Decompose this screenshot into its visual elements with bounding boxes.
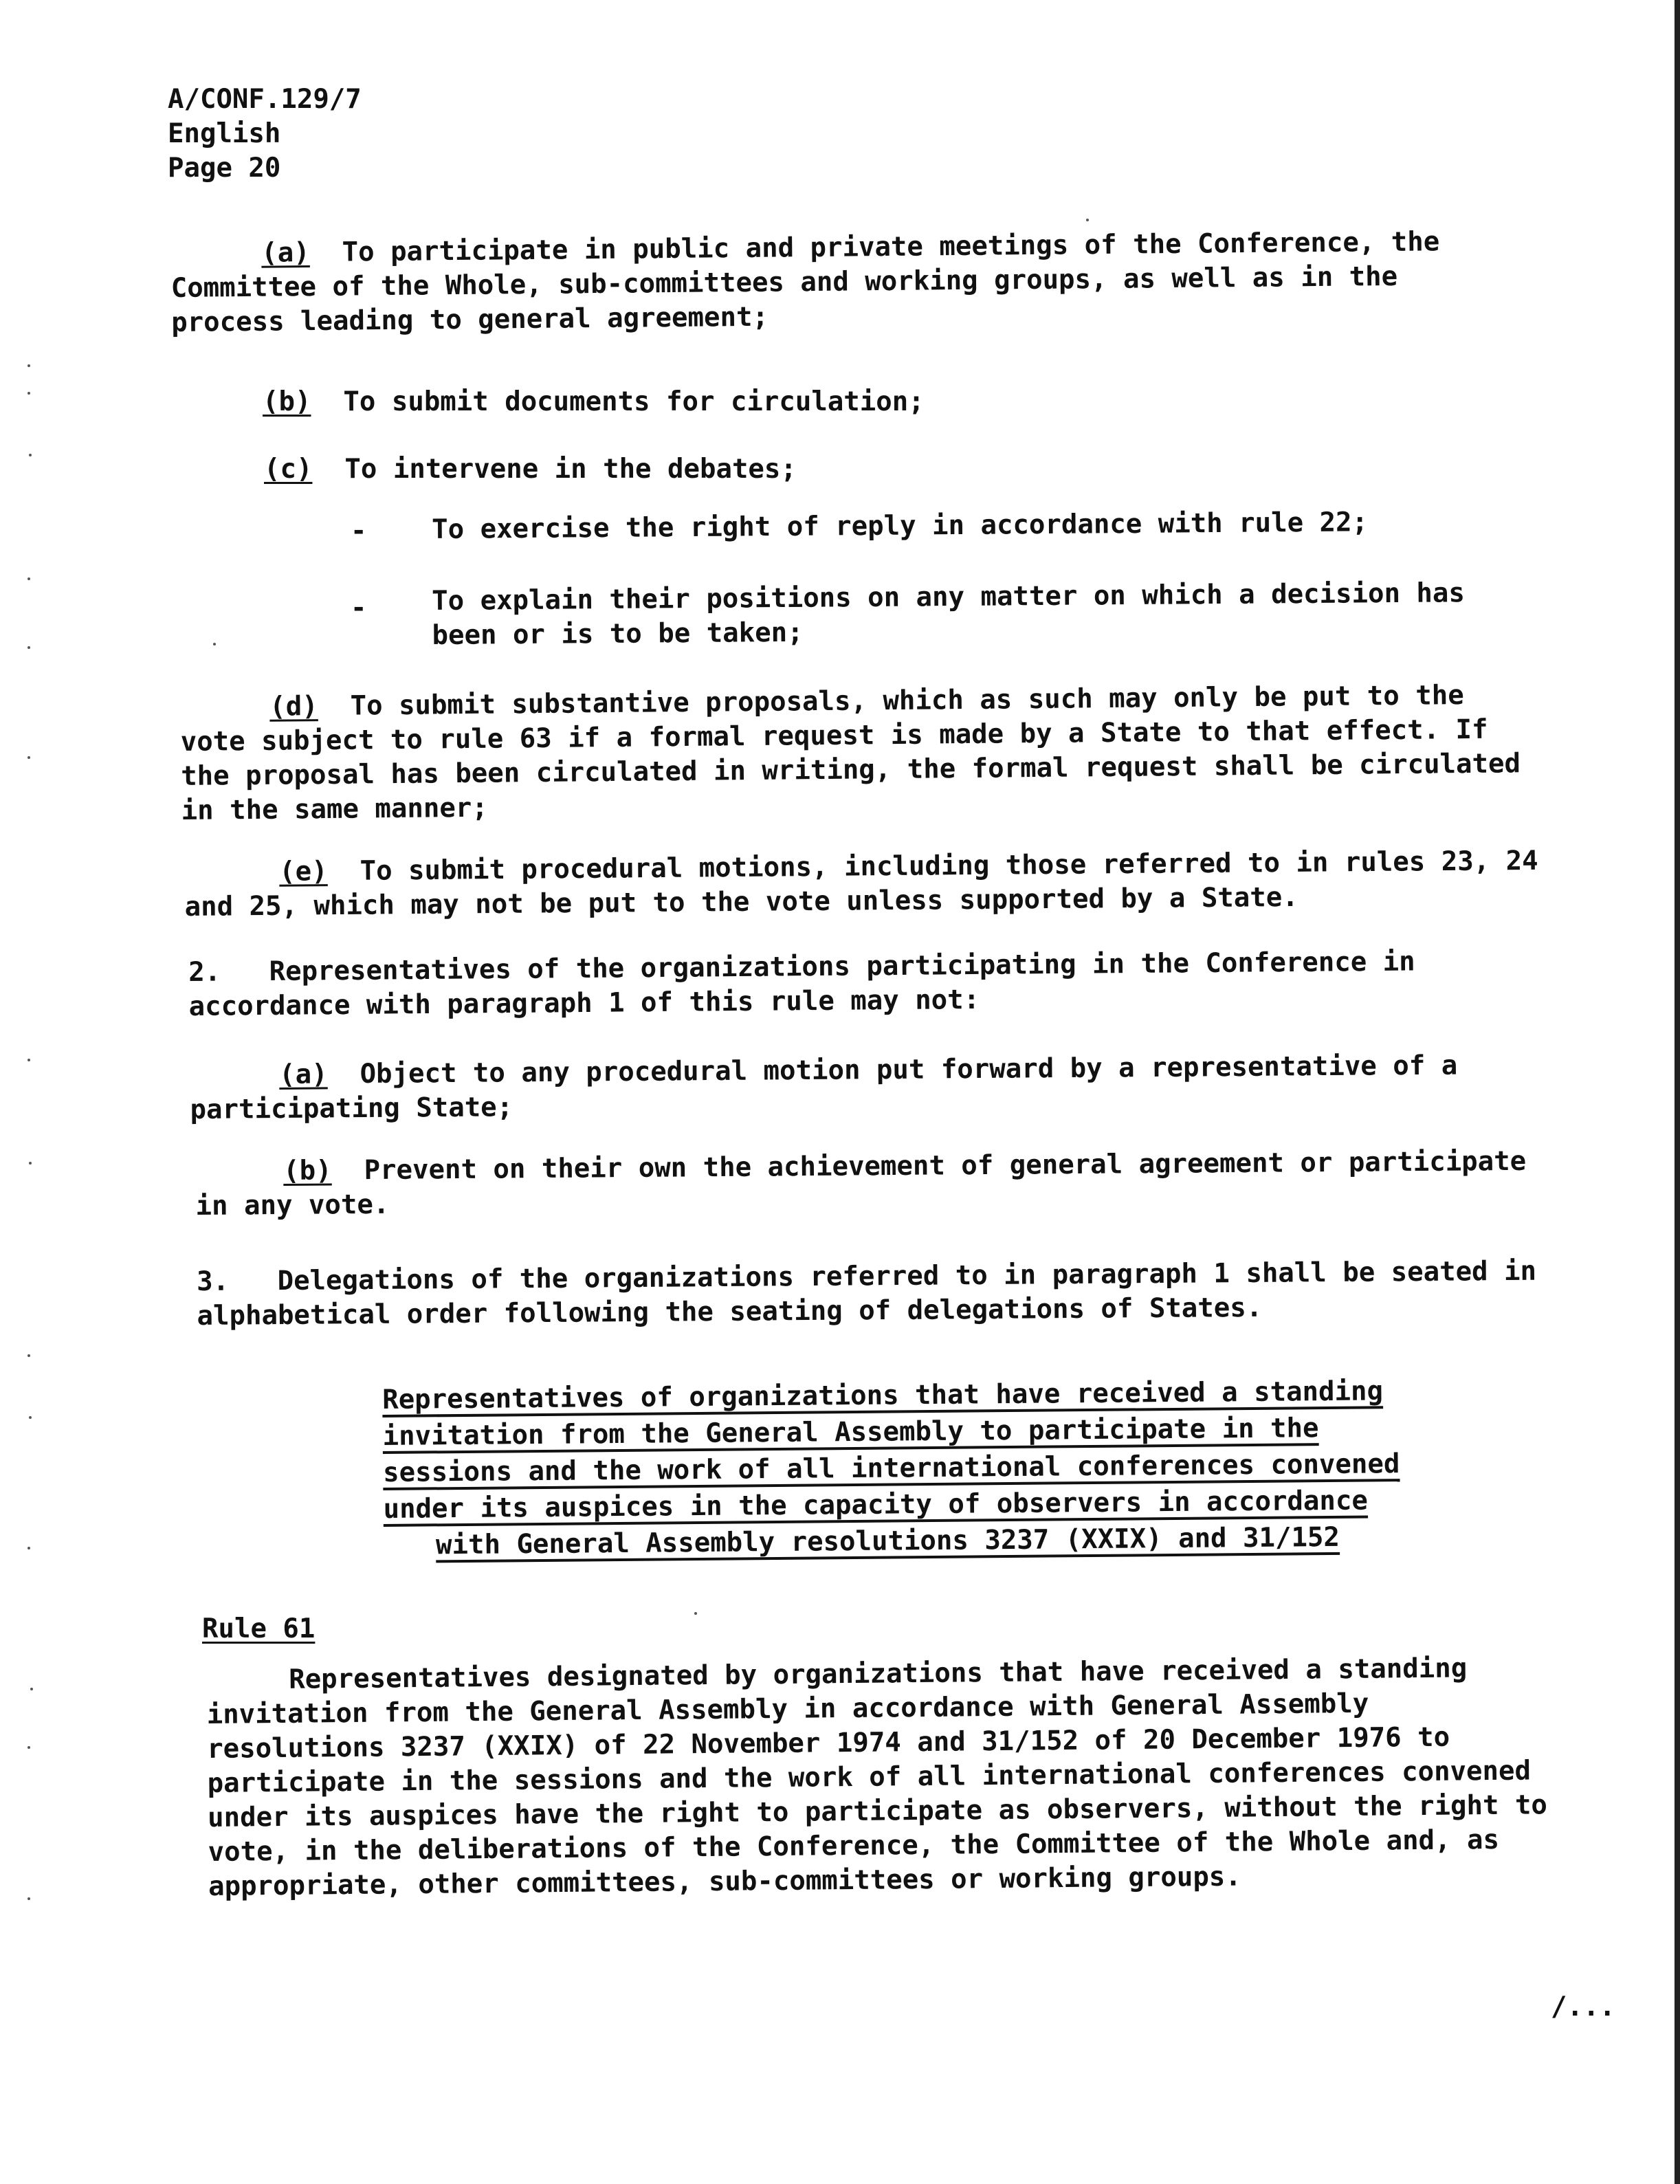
heading-line: with General Assembly resolutions 3237 (XXIX) and 31/152 [435, 1521, 1340, 1561]
text-line: To submit substantive proposals, which as such may only be put to the [350, 680, 1464, 722]
text-line: and 25, which may not be put to the vote unless supported by a State. [184, 881, 1298, 923]
scan-speck [29, 1416, 32, 1419]
scan-speck [27, 646, 30, 649]
text-line: in the same manner; [181, 792, 488, 826]
text-line: participate in the sessions and the work of all international conferences convened [207, 1755, 1532, 1799]
paragraph-b [263, 385, 925, 419]
scan-speck [27, 1059, 30, 1061]
heading-line: Representatives of organizations that have received a standing [382, 1376, 1384, 1415]
text-line: invitation from the General Assembly in accordance with General Assembly [206, 1688, 1369, 1730]
rule-title: Rule 61 [202, 1613, 316, 1644]
paragraph-e [184, 844, 1538, 925]
section-heading [382, 1373, 1401, 1564]
text-line: vote subject to rule 63 if a formal request is made by a State to that effect. If [180, 714, 1488, 758]
paragraph-marker: (c) [264, 454, 313, 485]
paragraph-marker: (a) [279, 1059, 328, 1090]
dash-item-reply [351, 514, 366, 549]
paragraph-marker: (d) [269, 691, 318, 723]
scan-speck [27, 1547, 30, 1549]
text-line: To intervene in the debates; [344, 454, 797, 485]
text-line: Prevent on their own the achievement of general agreement or participate [364, 1145, 1527, 1187]
document-symbol: A/CONF.129/7 [168, 84, 362, 115]
text-line: participating State; [190, 1092, 513, 1125]
page-number: Page 20 [168, 153, 281, 184]
text-line: process leading to general agreement; [170, 301, 769, 338]
paragraph-number: 2. [188, 956, 221, 988]
heading-line: sessions and the work of all international conferences convened [382, 1448, 1400, 1488]
paragraph-c [264, 452, 797, 487]
scan-speck [30, 1688, 33, 1690]
rule-61-body [206, 1651, 1548, 1904]
text-line: To submit procedural motions, including those referred to in rules 23, 24 [360, 845, 1538, 887]
dash-bullet: - [351, 516, 367, 547]
paragraph-2b [195, 1145, 1527, 1224]
text-line: Delegations of the organizations referred to in paragraph 1 shall be seated in [277, 1255, 1537, 1297]
paragraph-a [170, 225, 1440, 340]
paragraph-marker: (e) [279, 856, 328, 887]
paragraph-2 [188, 945, 1415, 1024]
paragraph-d [180, 678, 1521, 828]
text-line: in any vote. [195, 1189, 390, 1222]
text-line: accordance with paragraph 1 of this rule may not: [188, 984, 980, 1022]
document-language: English [168, 118, 281, 149]
text-line: To participate in public and private meetings of the Conference, the [342, 226, 1440, 268]
text-line: Committee of the Whole, sub-committees and working groups, as well as in the [170, 261, 1398, 304]
paragraph-2a [190, 1049, 1458, 1127]
scan-speck [29, 1162, 32, 1165]
paragraph-marker: (b) [263, 386, 311, 417]
dash-bullet: - [351, 593, 367, 624]
text-line: appropriate, other committees, sub-committees or working groups. [208, 1861, 1241, 1902]
scan-speck [27, 392, 30, 395]
text-line: resolutions 3237 (XXIX) of 22 November 1974 and 31/152 of 20 December 1976 to [206, 1721, 1450, 1765]
text-line: To submit documents for circulation; [343, 386, 925, 417]
scan-edge-shadow [1675, 0, 1680, 2184]
text-line: under its auspices have the right to participate as observers, without the right to [207, 1789, 1548, 1833]
paragraph-marker: (a) [261, 237, 310, 269]
document-header [168, 82, 362, 186]
paragraph-number: 3. [197, 1266, 230, 1297]
text-line: the proposal has been circulated in writing, the formal request shall be circulated [180, 748, 1521, 792]
heading-line: invitation from the General Assembly to participate in the [382, 1413, 1319, 1452]
paragraph-3 [197, 1255, 1537, 1334]
text-line: Representatives of the organizations participating in the Conference in [269, 946, 1415, 987]
text-line: vote, in the deliberations of the Conference, the Committee of the Whole and, as [208, 1824, 1500, 1868]
text-line: alphabetical order following the seating of delegations of States. [197, 1292, 1263, 1332]
heading-line: under its auspices in the capacity of observers in accordance [383, 1485, 1369, 1525]
scan-speck [27, 756, 30, 759]
scan-speck [27, 577, 30, 580]
dash-item-reply-text [432, 505, 1368, 547]
scan-speck [213, 643, 216, 646]
rule-61-title [202, 1612, 315, 1646]
text-line: To explain their positions on any matter on which a decision has [432, 577, 1466, 617]
scan-speck [27, 1746, 30, 1749]
scan-speck [1086, 219, 1089, 221]
scan-speck [27, 364, 30, 367]
continuation-mark: /... [1551, 1992, 1615, 2022]
text-line: been or is to be taken; [432, 617, 804, 651]
dash-item-explain-text [432, 576, 1465, 653]
scan-speck [27, 1354, 30, 1357]
scan-speck [29, 454, 32, 456]
dash-item-explain [351, 591, 366, 626]
paragraph-marker: (b) [283, 1155, 332, 1187]
scan-speck [27, 1897, 30, 1900]
text-line: To exercise the right of reply in accordance with rule 22; [432, 507, 1369, 545]
scan-speck [694, 1612, 697, 1615]
text-line: Object to any procedural motion put forward by a representative of a [360, 1050, 1458, 1090]
text-line: Representatives designated by organizations that have received a standing [289, 1653, 1468, 1695]
